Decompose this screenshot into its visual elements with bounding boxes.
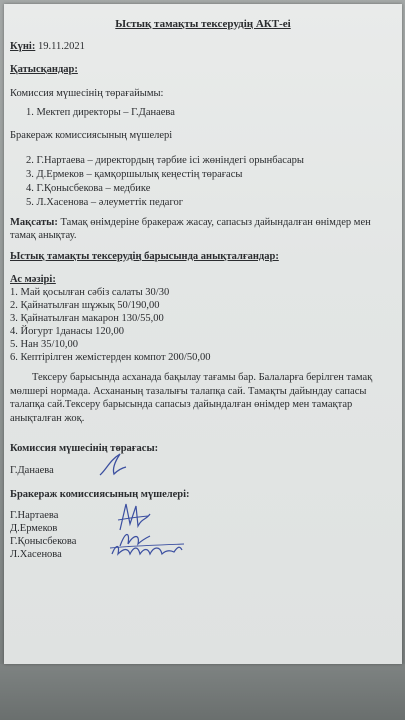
chair-item: 1. Мектеп директоры – Г.Данаева — [26, 107, 175, 118]
menu-heading: Ас мәзірі: — [10, 274, 56, 285]
menu-item: 2. Қайнатылған шұжық 50/190,00 — [10, 300, 160, 311]
menu-item: 5. Нан 35/10,00 — [10, 339, 79, 350]
participants-heading: Қатысқандар: — [10, 64, 78, 75]
findings-heading: Ыстық тамақты тексерудің барысында анықталғандар: — [10, 251, 279, 262]
members-heading: Бракераж комиссиясының мүшелері — [10, 130, 173, 141]
member-item: 2. Г.Нартаева – директордың тәрбие ісі жөніндегі орынбасары — [26, 155, 304, 166]
members-sign-heading: Бракераж комиссиясының мүшелері: — [10, 489, 190, 500]
document-page — [4, 4, 402, 664]
purpose-paragraph — [10, 216, 395, 242]
date-line — [10, 40, 85, 53]
date-label: Күні: — [10, 41, 36, 52]
signature-stroke — [100, 454, 126, 475]
member-item: 5. Л.Хасенова – әлеуметтік педагог — [26, 197, 184, 208]
member-item: 4. Г.Қонысбекова – медбике — [26, 183, 151, 194]
signature-stroke — [110, 544, 184, 548]
floor-background — [0, 664, 405, 720]
menu-item: 3. Қайнатылған макарон 130/55,00 — [10, 313, 164, 324]
chair-sign-name: Г.Данаева — [10, 465, 54, 476]
sign-name: Д.Ермеков — [10, 523, 58, 534]
date-value: 19.11.2021 — [37, 41, 85, 52]
sign-name: Л.Хасенова — [10, 549, 62, 560]
chair-sign-heading: Комиссия мүшесінің төрағасы: — [10, 443, 159, 454]
sign-name: Г.Қонысбекова — [10, 536, 77, 547]
document-title: Ыстық тамақты тексерудің АКТ-ei — [115, 18, 291, 30]
sign-name: Г.Нартаева — [10, 510, 59, 521]
chair-heading: Комиссия мүшесінің төрағайымы: — [10, 88, 164, 99]
conclusion-paragraph: Тексеру барысында асханада бақылау тағамы бар. Балаларға берілген тамақ мөлшері нормада. Асхананың тазалығы талапқа сай. Тамақты дайындау сапасы талапқа сай.Тексеру барысында сапасыз дайындалған өнімдер мен тамақтар анықталған жоқ. — [10, 372, 373, 424]
chair-signature-image — [92, 450, 132, 480]
signature-stroke — [112, 547, 182, 555]
menu-item: 1. Май қосылған сәбіз салаты 30/30 — [10, 287, 170, 298]
member-signature-image — [108, 540, 186, 560]
menu-item: 6. Кептірілген жемістерден компот 200/50,00 — [10, 352, 211, 363]
menu-item: 4. Йогурт 1данасы 120,00 — [10, 326, 124, 337]
member-item: 3. Д.Ермеков – қамқоршылық кеңестің төрағасы — [26, 169, 243, 180]
purpose-label: Мақсаты: — [10, 217, 58, 228]
purpose-text: Тамақ өнімдеріне бракераж жасау, сапасыз дайындалған өнімдер мен тамақ анықтау. — [10, 217, 371, 241]
